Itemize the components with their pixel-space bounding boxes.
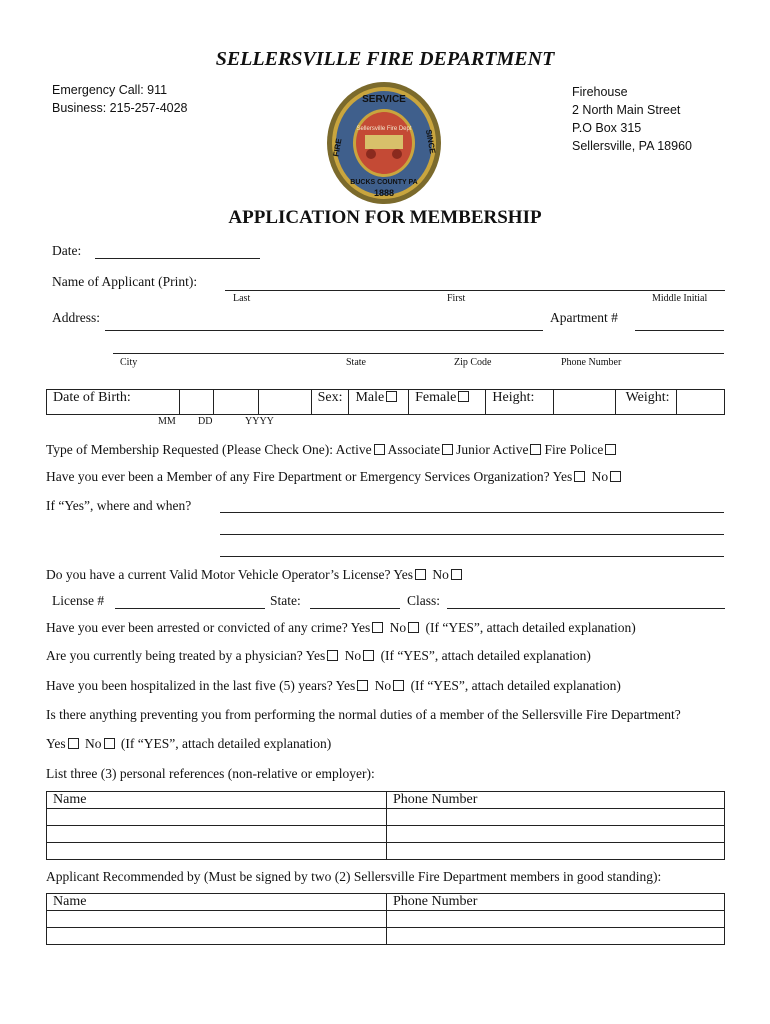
preventing-yes-label: Yes [46, 736, 66, 751]
apartment-field[interactable] [635, 330, 724, 331]
arrested-question [46, 620, 636, 636]
male-option[interactable] [349, 390, 409, 415]
female-checkbox[interactable] [458, 391, 469, 402]
address-line: 2 North Main Street [572, 103, 681, 117]
reference-name-cell[interactable] [47, 809, 387, 826]
physician-yes-checkbox[interactable] [327, 650, 338, 661]
address-line: Firehouse [572, 85, 628, 99]
where-when-field-2[interactable] [220, 534, 724, 535]
hospital-no-checkbox[interactable] [393, 680, 404, 691]
license-number-field[interactable] [115, 608, 265, 609]
table-row [47, 928, 725, 945]
applicant-name-label: Name of Applicant (Print): [52, 274, 198, 289]
female-label: Female [415, 390, 457, 405]
physician-note: (If “YES”, attach detailed explanation) [380, 648, 591, 663]
preventing-question: Is there anything preventing you from performing the normal duties of a member of the Sellersville Fire Department? [46, 707, 681, 722]
prior-member-yes-checkbox[interactable] [574, 471, 585, 482]
junior-active-checkbox[interactable] [530, 444, 541, 455]
arrested-no-label: No [389, 620, 407, 635]
name-last-caption: Last [233, 293, 251, 304]
male-checkbox[interactable] [386, 391, 397, 402]
dob-label: Date of Birth: [47, 390, 180, 415]
preventing-no-label: No [85, 736, 102, 751]
if-yes-label: If “Yes”, where and when? [46, 498, 192, 513]
table-row [47, 826, 725, 843]
license-yes-label: Yes [393, 567, 414, 582]
where-when-field-3[interactable] [220, 556, 724, 557]
references-table [46, 791, 725, 860]
dob-day-cell[interactable] [213, 390, 258, 415]
license-state-label: State: [270, 593, 301, 608]
weight-cell[interactable] [676, 390, 724, 415]
dob-month-cell[interactable] [180, 390, 213, 415]
arrested-text: Have you ever been arrested or convicted of any crime? [46, 620, 348, 635]
license-state-field[interactable] [310, 608, 400, 609]
weight-label: Weight: [615, 390, 676, 415]
associate-checkbox[interactable] [442, 444, 453, 455]
preventing-answer [46, 736, 331, 752]
physician-no-label: No [344, 648, 362, 663]
physician-no-checkbox[interactable] [363, 650, 374, 661]
recommender-phone-cell[interactable] [387, 928, 725, 945]
membership-fire-police[interactable] [544, 442, 619, 457]
height-label: Height: [486, 390, 554, 415]
physician-yes-label: Yes [305, 648, 326, 663]
license-yes-checkbox[interactable] [415, 569, 426, 580]
junior-active-label: Junior Active [456, 442, 529, 457]
arrested-yes-label: Yes [350, 620, 371, 635]
hospital-yes-label: Yes [335, 678, 356, 693]
table-row [47, 843, 725, 860]
preventing-note: (If “YES”, attach detailed explanation) [120, 736, 332, 751]
city-caption: City [120, 357, 138, 368]
male-label: Male [355, 390, 385, 405]
table-row [47, 809, 725, 826]
arrested-no-checkbox[interactable] [408, 622, 419, 633]
table-row [47, 911, 725, 928]
membership-associate[interactable] [388, 442, 456, 457]
fire-police-checkbox[interactable] [605, 444, 616, 455]
prior-member-question [46, 469, 624, 485]
seal-top-text: SERVICE [362, 94, 406, 105]
apartment-label: Apartment # [550, 310, 618, 325]
applicant-name-field[interactable] [225, 290, 725, 291]
reference-name-cell[interactable] [47, 843, 387, 860]
seal-center-text: Sellersville Fire Dept [356, 126, 412, 132]
recommended-name-header: Name [47, 894, 387, 911]
membership-type-question [46, 442, 619, 458]
license-number-label: License # [52, 593, 105, 608]
personal-info-table [46, 389, 725, 415]
department-title: SELLERSVILLE FIRE DEPARTMENT [215, 48, 555, 70]
membership-active[interactable] [336, 442, 388, 457]
license-no-label: No [432, 567, 449, 582]
recommended-label: Applicant Recommended by (Must be signed by two (2) Sellersville Fire Department members in good standing): [46, 869, 662, 884]
seal-year-text: 1888 [373, 188, 395, 198]
recommender-name-cell[interactable] [47, 911, 387, 928]
prior-member-no-label: No [591, 469, 609, 484]
sex-label: Sex: [311, 390, 349, 415]
reference-phone-cell[interactable] [387, 809, 725, 826]
address-field[interactable] [105, 330, 543, 331]
license-class-field[interactable] [447, 608, 725, 609]
firehouse-address [572, 83, 692, 155]
prior-member-yes-label: Yes [552, 469, 573, 484]
active-checkbox[interactable] [374, 444, 385, 455]
hospital-no-label: No [374, 678, 392, 693]
hospital-question [46, 678, 621, 694]
references-name-header: Name [47, 792, 387, 809]
physician-question [46, 648, 591, 664]
reference-phone-cell[interactable] [387, 843, 725, 860]
dob-yyyy-caption: YYYY [245, 416, 274, 427]
recommender-name-cell[interactable] [47, 928, 387, 945]
preventing-yes-checkbox[interactable] [68, 738, 79, 749]
active-label: Active [335, 442, 372, 457]
associate-label: Associate [387, 442, 441, 457]
membership-type-text: Type of Membership Requested (Please Check One): [46, 442, 333, 457]
hospital-text: Have you been hospitalized in the last five (5) years? [46, 678, 333, 693]
seal-bottom-text: BUCKS COUNTY PA [350, 179, 418, 186]
name-first-caption: First [447, 293, 466, 304]
arrested-yes-checkbox[interactable] [372, 622, 383, 633]
recommended-table [46, 893, 725, 945]
name-middle-caption: Middle Initial [652, 293, 708, 304]
license-no-checkbox[interactable] [451, 569, 462, 580]
reference-phone-cell[interactable] [387, 826, 725, 843]
fire-police-label: Fire Police [544, 442, 604, 457]
dob-year-cell[interactable] [258, 390, 311, 415]
address-label: Address: [52, 310, 100, 325]
license-class-label: Class: [407, 593, 441, 608]
date-label: Date: [52, 243, 82, 258]
department-seal-icon [325, 80, 443, 206]
references-label: List three (3) personal references (non-relative or employer): [46, 766, 375, 781]
reference-name-cell[interactable] [47, 826, 387, 843]
business-phone: Business: 215-257-4028 [52, 101, 188, 115]
address-line: P.O Box 315 [572, 121, 642, 135]
emergency-phone: Emergency Call: 911 [52, 83, 168, 97]
prior-member-no-checkbox[interactable] [610, 471, 621, 482]
female-option[interactable] [409, 390, 486, 415]
dob-dd-caption: DD [198, 416, 213, 427]
date-field[interactable] [95, 258, 260, 259]
phone-caption: Phone Number [561, 357, 622, 368]
seal-right-text: SINCE [423, 128, 438, 155]
membership-junior-active[interactable] [456, 442, 544, 457]
form-heading: APPLICATION FOR MEMBERSHIP [228, 207, 542, 228]
references-phone-header: Phone Number [387, 792, 725, 809]
height-cell[interactable] [554, 390, 615, 415]
physician-text: Are you currently being treated by a physician? [46, 648, 303, 663]
zip-caption: Zip Code [454, 357, 492, 368]
license-question-text: Do you have a current Valid Motor Vehicle Operator’s License? [46, 567, 391, 582]
seal-left-text: FIRE [331, 137, 344, 158]
where-when-field-1[interactable] [220, 512, 724, 513]
preventing-no-checkbox[interactable] [104, 738, 115, 749]
hospital-note: (If “YES”, attach detailed explanation) [410, 678, 621, 693]
hospital-yes-checkbox[interactable] [357, 680, 368, 691]
recommender-phone-cell[interactable] [387, 911, 725, 928]
address-line: Sellersville, PA 18960 [572, 139, 692, 153]
state-caption: State [346, 357, 366, 368]
prior-member-text: Have you ever been a Member of any Fire Department or Emergency Services Organization? [46, 469, 550, 484]
arrested-note: (If “YES”, attach detailed explanation) [425, 620, 636, 635]
recommended-phone-header: Phone Number [387, 894, 725, 911]
city-state-zip-field[interactable] [113, 353, 724, 354]
dob-mm-caption: MM [158, 416, 176, 427]
license-question [46, 567, 465, 583]
